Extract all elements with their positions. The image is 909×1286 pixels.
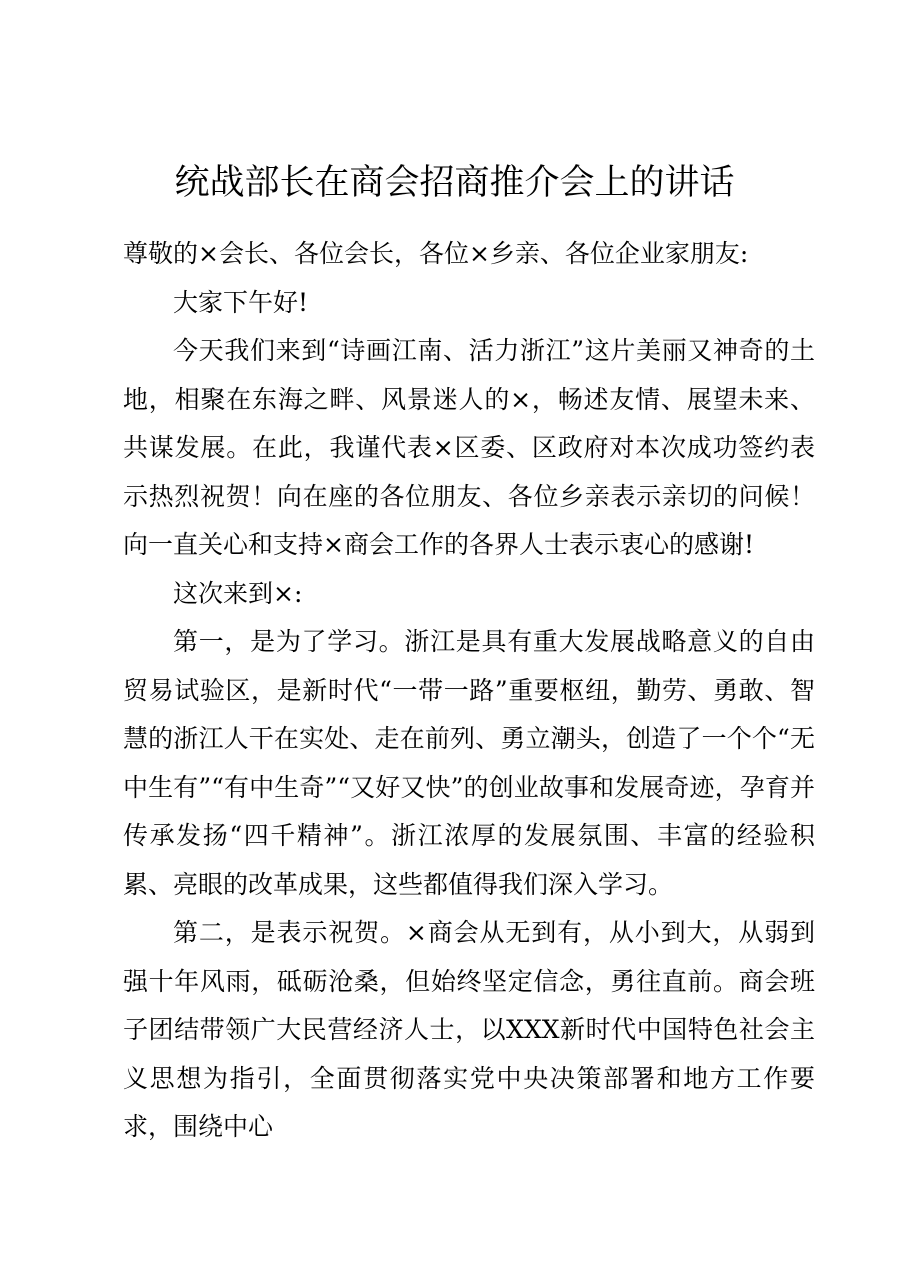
greeting: 大家下午好! [173,287,309,317]
document-body [123,230,815,1152]
paragraph-first-point: 第一，是为了学习。浙江是具有重大发展战略意义的自由贸易试验区，是新时代“一带一路”重要枢纽，勤劳、勇敢、智慧的浙江人干在实处、走在前列、勇立潮头，创造了一个个“无中生有”“有中生奇”“又好又快”的创业故事和发展奇迹，孕育并传承发扬“四千精神”。浙江浓厚的发展氛围、丰富的经验积累、亮眼的改革成果，这些都值得我们深入学习。 [123,627,815,899]
paragraph-welcome: 今天我们来到“诗画江南、活力浙江”这片美丽又神奇的土地，相聚在东海之畔、风景迷人的×，畅述友情、展望未来、共谋发展。在此，我谨代表×区委、区政府对本次成功签约表示热烈祝贺！向在座的各位朋友、各位乡亲表示亲切的问候！向一直关心和支持×商会工作的各界人士表示衷心的感谢! [123,336,815,559]
document-title: 统战部长在商会招商推介会上的讲话 [174,163,735,203]
salutation: 尊敬的×会长、各位会长，各位×乡亲、各位企业家朋友: [123,239,749,268]
paragraph-purpose-intro: 这次来到×: [173,578,303,608]
paragraph-second-point: 第二，是表示祝贺。×商会从无到有，从小到大，从弱到强十年风雨，砥砺沧桑，但始终坚定信念，勇往直前。商会班子团结带领广大民营经济人士，以XXX新时代中国特色社会主义思想为指引，全面贯彻落实党中央决策部署和地方工作要求，围绕中心 [123,918,815,1141]
